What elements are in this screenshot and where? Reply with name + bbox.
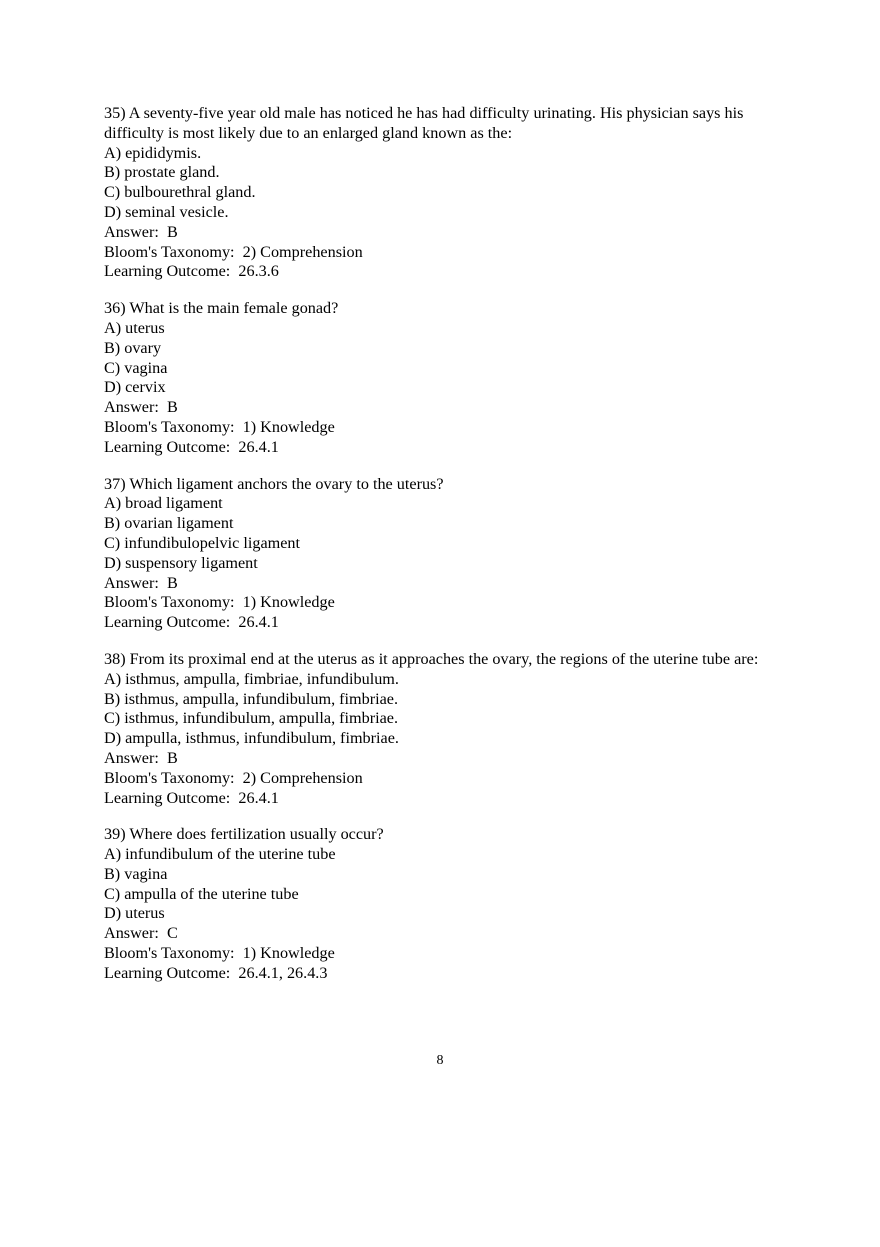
question-list bbox=[104, 104, 784, 1001]
learning-outcome: Learning Outcome: 26.4.1, 26.4.3 bbox=[104, 963, 328, 982]
blooms-taxonomy: Bloom's Taxonomy: 2) Comprehension bbox=[104, 242, 363, 261]
option-b: B) isthmus, ampulla, infundibulum, fimbriae. bbox=[104, 689, 399, 708]
learning-outcome: Learning Outcome: 26.4.1 bbox=[104, 437, 279, 456]
question-38 bbox=[104, 650, 784, 808]
option-c: C) infundibulopelvic ligament bbox=[104, 533, 301, 552]
option-b: B) vagina bbox=[104, 864, 168, 883]
option-b: B) ovary bbox=[104, 338, 162, 357]
learning-outcome: Learning Outcome: 26.3.6 bbox=[104, 262, 279, 281]
option-c: C) vagina bbox=[104, 358, 168, 377]
answer: Answer: B bbox=[104, 222, 178, 241]
option-b: B) ovarian ligament bbox=[104, 514, 234, 533]
option-d: D) ampulla, isthmus, infundibulum, fimbriae. bbox=[104, 729, 399, 748]
page-number: 8 bbox=[436, 1053, 444, 1068]
answer: Answer: B bbox=[104, 748, 178, 767]
option-d: D) suspensory ligament bbox=[104, 553, 258, 572]
option-a: A) infundibulum of the uterine tube bbox=[104, 845, 336, 864]
learning-outcome: Learning Outcome: 26.4.1 bbox=[104, 613, 279, 632]
blooms-taxonomy: Bloom's Taxonomy: 1) Knowledge bbox=[104, 593, 335, 612]
option-d: D) uterus bbox=[104, 904, 165, 923]
option-d: D) seminal vesicle. bbox=[104, 202, 229, 221]
question-35 bbox=[104, 104, 784, 282]
blooms-taxonomy: Bloom's Taxonomy: 1) Knowledge bbox=[104, 417, 335, 436]
question-stem: 36) What is the main female gonad? bbox=[104, 299, 339, 318]
question-37 bbox=[104, 475, 784, 633]
answer: Answer: B bbox=[104, 398, 178, 417]
answer: Answer: C bbox=[104, 924, 178, 943]
option-c: C) isthmus, infundibulum, ampulla, fimbriae. bbox=[104, 709, 399, 728]
question-stem: 38) From its proximal end at the uterus as it approaches the ovary, the regions of the uterine tube are: bbox=[104, 649, 759, 668]
option-a: A) uterus bbox=[104, 318, 165, 337]
option-a: A) broad ligament bbox=[104, 494, 223, 513]
blooms-taxonomy: Bloom's Taxonomy: 2) Comprehension bbox=[104, 768, 363, 787]
option-d: D) cervix bbox=[104, 378, 166, 397]
option-b: B) prostate gland. bbox=[104, 163, 220, 182]
option-c: C) bulbourethral gland. bbox=[104, 183, 256, 202]
question-stem: 35) A seventy-five year old male has noticed he has had difficulty urinating. His physician says his difficulty is most likely due to an enlarged gland known as the: bbox=[104, 104, 748, 142]
question-stem: 39) Where does fertilization usually occur? bbox=[104, 825, 384, 844]
learning-outcome: Learning Outcome: 26.4.1 bbox=[104, 788, 279, 807]
question-36 bbox=[104, 299, 784, 457]
answer: Answer: B bbox=[104, 573, 178, 592]
option-c: C) ampulla of the uterine tube bbox=[104, 884, 299, 903]
question-stem: 37) Which ligament anchors the ovary to the uterus? bbox=[104, 474, 444, 493]
option-a: A) epididymis. bbox=[104, 143, 202, 162]
option-a: A) isthmus, ampulla, fimbriae, infundibulum. bbox=[104, 669, 399, 688]
blooms-taxonomy: Bloom's Taxonomy: 1) Knowledge bbox=[104, 944, 335, 963]
question-39 bbox=[104, 825, 784, 983]
